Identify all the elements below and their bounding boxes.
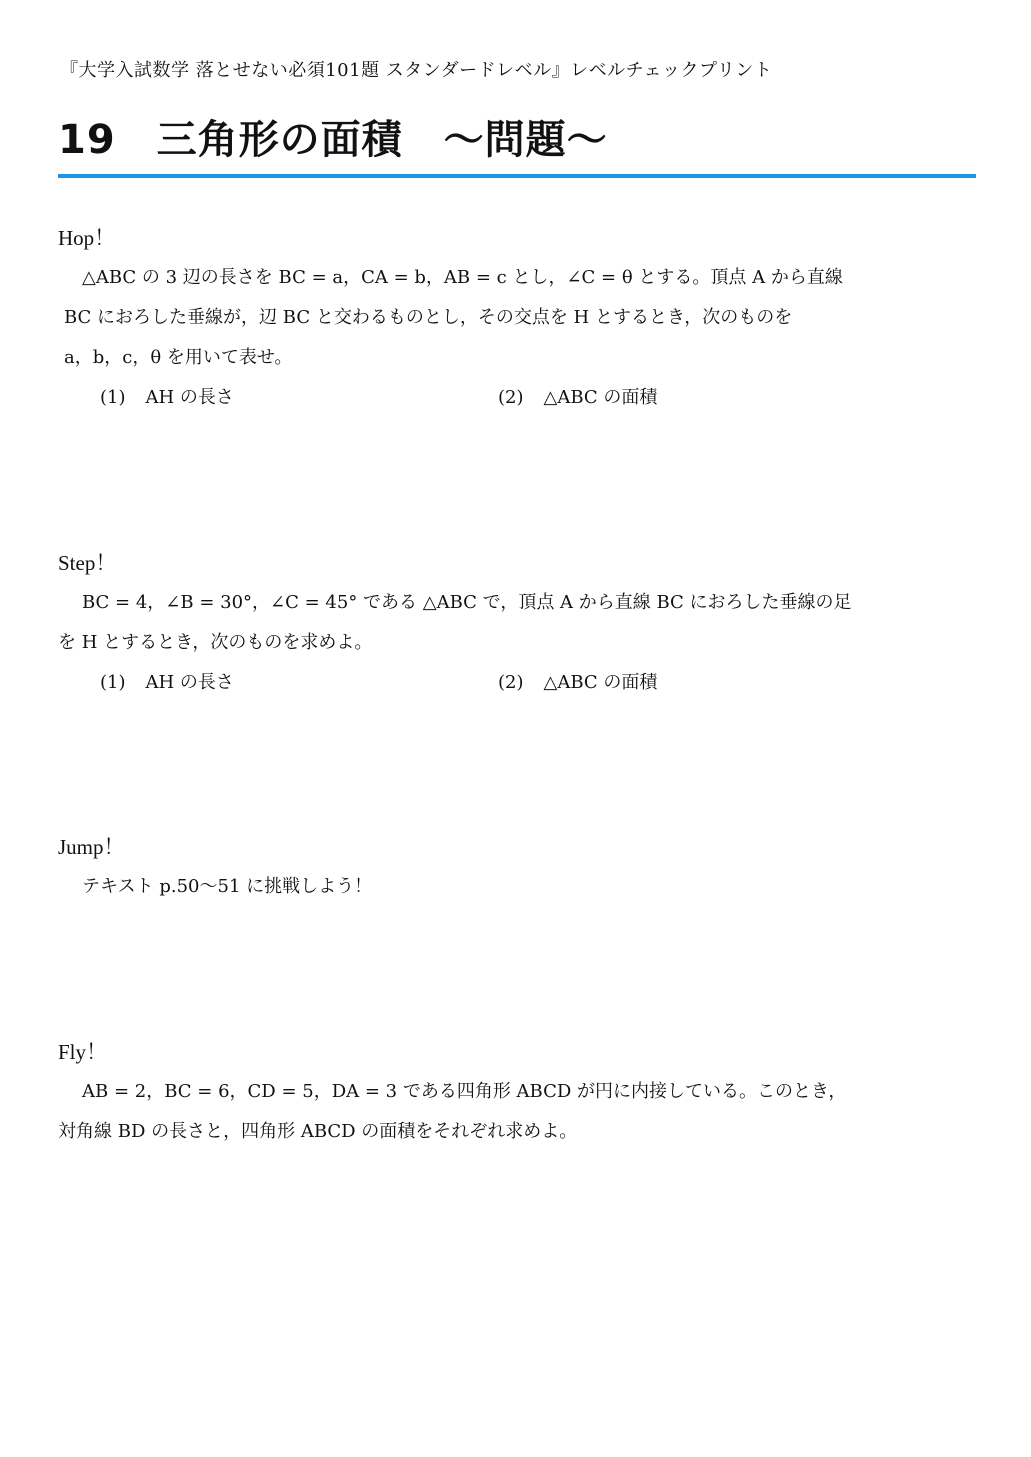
problem-text-line: 対角線 BD の長さと，四角形 ABCD の面積をそれぞれ求めよ。 <box>58 1121 578 1142</box>
section-step <box>58 547 978 703</box>
sub-question-row <box>58 378 978 418</box>
problem-text-line: AB = 2，BC = 6，CD = 5，DA = 3 である四角形 ABCD が円に内接している。このとき， <box>82 1081 847 1102</box>
section-heading: Step！ <box>58 551 117 575</box>
problem-text-line: BC = 4，∠B = 30°，∠C = 45° である △ABC で，頂点 A から直線 BC におろした垂線の足 <box>82 592 852 613</box>
page-title: 19 三角形の面積 ～問題～ <box>58 117 608 163</box>
header-caption: 『大学入試数学 落とせない必須101題 スタンダードレベル』レベルチェックプリント <box>60 60 773 81</box>
sub-question-number: (2) <box>498 387 524 408</box>
section-hop <box>58 222 978 418</box>
problem-text-line: テキスト p.50～51 に挑戦しよう！ <box>82 876 373 897</box>
sub-question-row <box>58 663 978 703</box>
title-divider <box>58 174 976 178</box>
section-heading: Fly！ <box>58 1040 108 1064</box>
sub-question-text: △ABC の面積 <box>543 387 658 408</box>
section-heading: Jump！ <box>58 835 125 859</box>
problem-text-line: △ABC の 3 辺の長さを BC = a，CA = b，AB = c とし，∠C = θ とする。頂点 A から直線 <box>82 267 843 288</box>
section-heading: Hop！ <box>58 226 116 250</box>
problem-text-line: a，b，c，θ を用いて表せ。 <box>64 347 293 368</box>
sub-question-text: AH の長さ <box>145 387 234 408</box>
sub-question-text: △ABC の面積 <box>543 672 658 693</box>
problem-text-line: を H とするとき，次のものを求めよ。 <box>58 632 373 653</box>
sub-question-1 <box>100 378 234 418</box>
sub-question-1 <box>100 663 234 703</box>
sub-question-text: AH の長さ <box>145 672 234 693</box>
section-fly <box>58 1036 978 1152</box>
section-jump <box>58 831 978 907</box>
sub-question-number: (1) <box>100 672 126 693</box>
sub-question-number: (1) <box>100 387 126 408</box>
sub-question-2 <box>498 378 657 418</box>
sub-question-number: (2) <box>498 672 524 693</box>
sub-question-2 <box>498 663 657 703</box>
problem-text-line: BC におろした垂線が，辺 BC と交わるものとし，その交点を H とするとき，次のものを <box>64 307 793 328</box>
